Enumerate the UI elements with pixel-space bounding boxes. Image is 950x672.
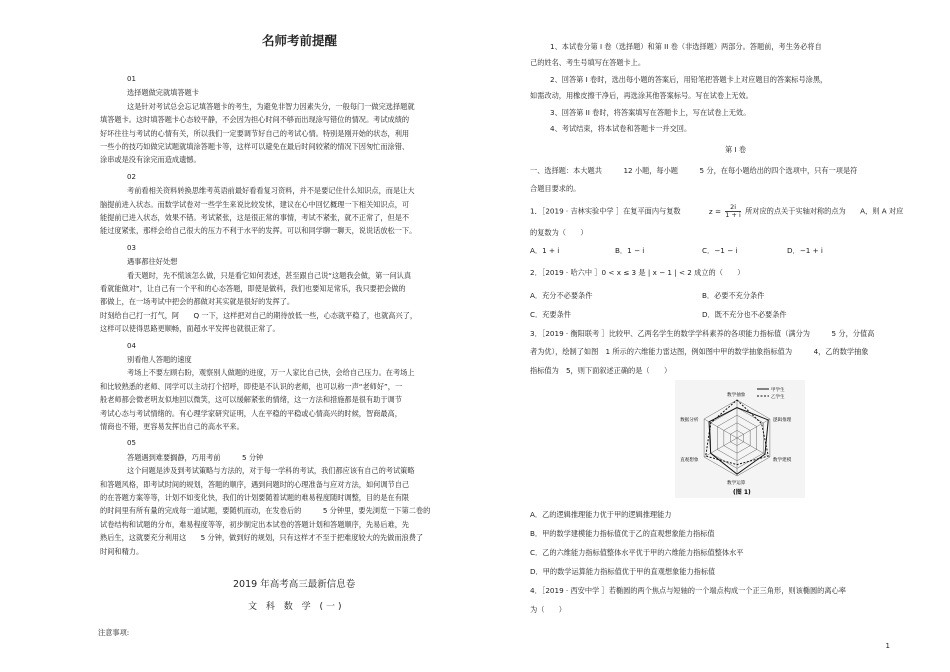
q4-line1: 4．［2019 · 西安中学 ］若椭圆的两个焦点与短轴的一个端点构成一个正三角形，则该椭圆的离心率 [530,586,846,595]
q1-option-a: A．1 + i [530,246,560,255]
section-intro-line1: 一、选择题：本大题共 12 小题，每小题 5 分，在每小题给出的四个选项中，只有一项是符 [530,166,858,175]
radar-axis-label: 直观想象 [680,458,699,463]
instruction-line: 1、本试卷分第 I 卷（选择题）和第 II 卷（非选择题）两部分。答题前，考生务必将自 [550,42,822,51]
section-heading: 答题遇到难要搁静，巧用考前 5 分钟 [127,452,264,462]
section-number: 02 [127,172,136,181]
q3-option-b: B．甲的数学建模能力指标值优于乙的直观想象能力指标值 [530,529,715,538]
q3-line2: 者为优），绘制了如图 1 所示的六维能力雷达图，例如图中甲的数学抽象指标值为 4，乙的数学抽象 [530,347,869,356]
section-number: 05 [127,439,136,448]
q2-option-c: C．充要条件 [530,310,571,319]
section-intro-line2: 合题目要求的。 [530,184,581,193]
section-line: 试卷结构和试题的分布，难易程度等等，初步制定出本试卷的答题计划和答题顺序，先易后难，先 [100,519,410,529]
instruction-line: 4、考试结束，将本试卷和答题卡一并交回。 [550,124,692,133]
q1-stem-text: 1．［2019 · 吉林实验中学 ］在复平面内与复数 [530,206,681,216]
section-line: 熟后生，这就要充分利用这 5 分钟，做到好的规划，只有这样才不至于把难度较大的先做而浪费了 [100,533,424,543]
instruction-line: 如需改动，用橡皮擦干净后，再选涂其他答案标号。写在试卷上无效。 [530,91,753,100]
legend-yi-label: 乙学生 [771,395,785,400]
page-title: 名师考前提醒 [262,33,338,48]
radar-axis-label: 数学运算 [727,481,746,486]
section-line: 考场上不要左顾右盼，观察别人做题的进度，万一人家比自己快，会给自己压力。在考场上 [127,368,415,378]
q1-frac-numerator: 2i [725,204,741,212]
section-line: 这样可以使得思路更顺畅，面超水平发挥也就很正常了。 [100,324,280,334]
legend-jia-label: 甲学生 [771,388,785,393]
q1-z-label: z = [708,206,721,216]
section-heading: 别看他人答题的速度 [127,355,192,364]
q1-stem-tail: 所对应的点关于实轴对称的点为 A，则 A 对应 [745,206,904,216]
section-line: 涂串或是没有涂完而造成遗憾。 [100,155,201,165]
section-number: 03 [127,243,136,252]
radar-axis-label: 数学抽象 [727,393,746,398]
instruction-line: 己的姓名、考生号填写在答题卡上。 [530,58,646,67]
radar-figure [675,380,805,498]
radar-axis-label: 数学建模 [772,458,792,463]
q1-option-b: B．1 − i [615,246,645,255]
notice-heading: 注意事项: [98,628,130,637]
instruction-line: 2、回答第 I 卷时，选出每小题的答案后，用铅笔把答题卡上对应题目的答案标号涂黑， [550,75,828,84]
section-line: 时间和精力。 [100,546,144,556]
q1-option-d: D．−1 + i [787,246,823,255]
q1-stem-line2: 的复数为（ ） [530,228,588,237]
section-line: 时刻给自己打一打气，阿 Q 一下，这样把对自己的期待放低一些，心态就平稳了，也就高兴了， [100,310,418,320]
section-line: 的时间里有所有量的完成每一道试题，要随机而动，在发卷后的 5 分钟里，要先浏览一下第二卷的 [100,506,431,516]
q2-option-b: B．必要不充分条件 [702,291,765,300]
section-line: 考试心态与考试情绪的。有心理学家研究证明，人在平稳的平稳或心情高兴的时候，智商最高， [100,408,402,418]
section-line: 情商也不错，更容易发挥出自己的高水平来。 [100,422,244,431]
exam-subject: 文 科 数 学 (一) [248,602,345,612]
q3-option-d: D．甲的数学运算能力指标值优于甲的直观想象能力指标值 [530,567,716,576]
section-line: 好坏往往与考试的心情有关，所以我们一定要调节好自己的考试心情。特别是刚开始的状态，利用 [100,128,410,138]
section-heading: 选择题做完就填答题卡 [127,88,199,98]
section-line: 都做上，在一场考试中把会的都做对其实就是很好的发挥了。 [100,297,295,307]
q1-stem [530,204,903,219]
q2-stem: 2．［2019 · 哈六中 ］0 < x ≤ 3 是 | x − 1 | < 2 成立的（ ） [530,268,745,277]
section-line: 看天题时，先不慌该怎么做，只是看它如何表述，甚至跟自己说“这题我会做，第一问认真 [127,270,412,280]
section-line: 般老师都会微老明友似地回以微笑，这可以缓解紧张的情绪，这一方法和措施都是很有助于调节 [100,395,402,405]
section-line: 脑提前进入状态。而数学试卷对一些学生来说比较发怵，建议在心中回忆概理一下相关知识点，可 [100,199,410,209]
section-line: 这个问题是涉及到考试策略与方法的，对于每一学科的考试，我们都应该有自己的考试策略 [127,466,415,476]
section-line: 能过度紧张，那样会给自己很大的压力不利于水平的发挥。可以和同学聊一聊天，说说话放松一下。 [100,226,417,236]
exam-title: 2019 年高考高三最新信息卷 [233,579,356,590]
section-line: 和答题风格，即考试时间的规划，答题的顺序，遇到问题时的心理准备与应对方法，如何调节自己 [100,479,410,489]
q2-option-a: A．充分不必要条件 [530,291,593,300]
section-number: 01 [127,75,136,83]
radar-axis-label: 数据分析 [680,418,699,423]
q3-line1: 3．［2019 · 衡阳联考 ］比较甲、乙两名学生的数学学科素养的各项能力指标值（满分为 5 分，分值高 [530,329,875,338]
instruction-line: 3、回答第 II 卷时，将答案填写在答题卡上，写在试卷上无效。 [550,108,751,117]
q4-line2: 为（ ） [530,605,566,614]
figure-caption: (图 1) [733,489,751,496]
radar-axis-label: 逻辑推理 [772,418,792,423]
section-line: 这是针对考试总会忘记填答题卡的考生，为避免非智力因素失分，一般每门一做完选择题就 [127,101,415,111]
section-line: 看就能做对”，让自己有一个平和的心态答题，即使是做科，我们也要知足常乐，我只要把会做的 [100,284,406,293]
q1-frac-denominator: 1 + i [725,211,741,219]
section-heading: 遇事都往好处想 [127,257,178,267]
section-line: 考前看相关资料转换思维考英语前最好看看复习资料，并不是要记住什么知识点，而是让大 [127,186,415,196]
section-line: 的在答题方案等等，计划不如变化快，我们的计划要随着试题的难易程度随时调整，目的是在有限 [100,493,410,502]
q3-line3: 指标值为 5，则下面叙述正确的是（ ） [530,366,672,375]
section-line: 和比较熟悉的老师、同学可以主动打个招呼，即使是不认识的老师，也可以称一声“老师好”，一 [100,381,403,391]
section-line: 一些小的技巧如做完试题就填涂答题卡等，这样可以避免在最后时间较紧的情况下因匆忙而涂错、 [100,142,410,151]
page-number: 1 [885,642,890,650]
section-line: 填答题卡。这时填答题卡心态较平静，不会因为担心时间不够而出现涂写错位的情况。考试成绩的 [100,115,410,125]
part-label: 第 I 卷 [725,145,747,154]
q2-option-d: D．既不充分也不必要条件 [702,310,787,319]
section-line: 能提前已进入状态，效果不错。考试紧张，这是很正常的事情，考试不紧张，就不正常了，但是不 [100,213,410,222]
q3-option-c: C．乙的六维能力指标值整体水平优于甲的六维能力指标值整体水平 [530,548,744,557]
q3-option-a: A．乙的逻辑推理能力优于甲的逻辑推理能力 [530,510,672,519]
q1-option-c: C．−1 − i [702,246,738,255]
section-number: 04 [127,341,136,350]
q1-fraction [725,204,741,219]
